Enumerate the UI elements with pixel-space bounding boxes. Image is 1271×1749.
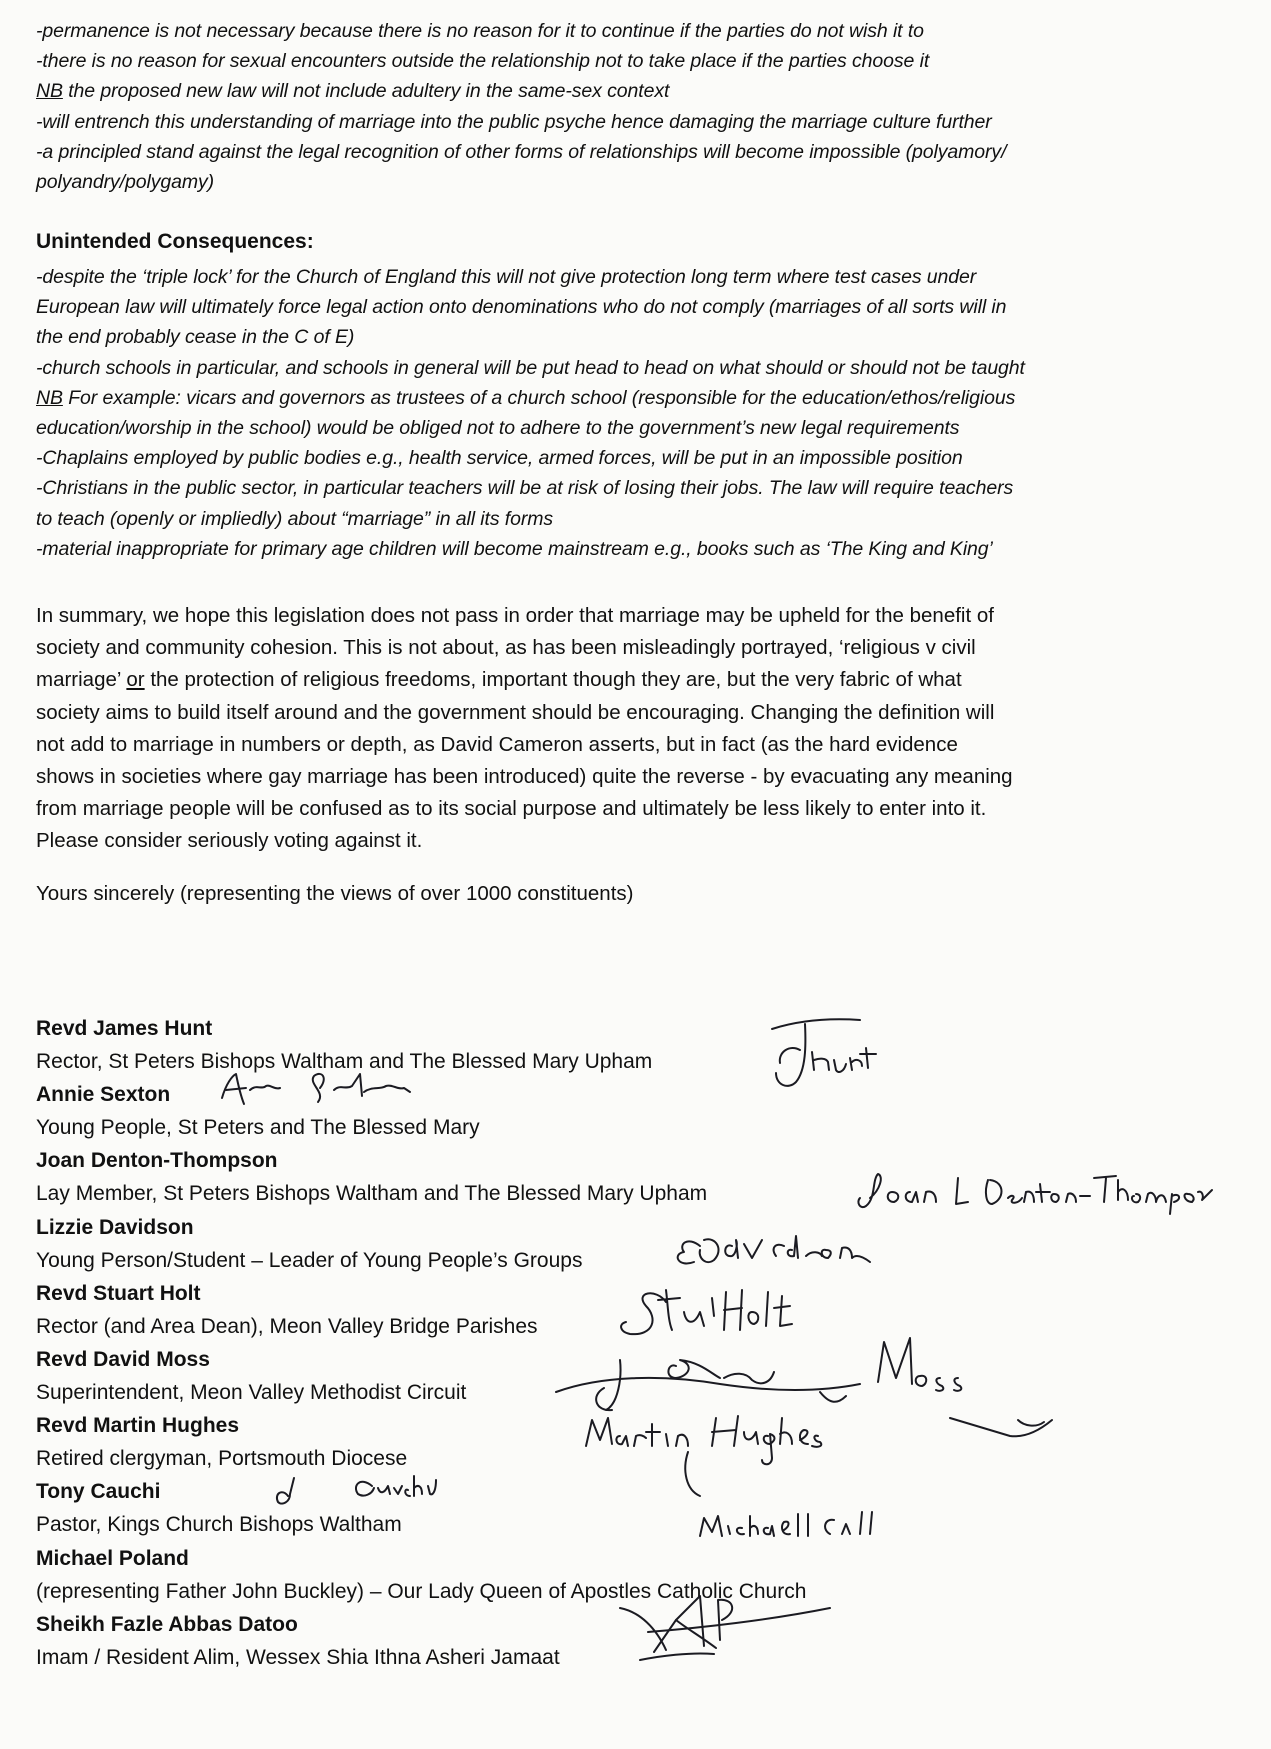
closing-line: Yours sincerely (representing the views of over 1000 constituents) [36, 882, 634, 905]
signatory-role: Rector, St Peters Bishops Waltham and The Blessed Mary Upham [36, 1050, 653, 1074]
intro-line: -a principled stand against the legal recognition of other forms of relationships will become impossible (polyamory/ [36, 140, 1007, 163]
signatory-role: Superintendent, Meon Valley Methodist Circuit [36, 1381, 467, 1405]
signature-denton-thompson [858, 1174, 1212, 1214]
signatory-role: Young Person/Student – Leader of Young People’s Groups [36, 1248, 583, 1272]
signatory-role: Retired clergyman, Portsmouth Diocese [36, 1447, 408, 1471]
consequence-line-nb [36, 383, 1251, 413]
summary-line: shows in societies where gay marriage has been introduced) quite the reverse - by evacuating any meaning [36, 765, 1013, 789]
signatory-name: Revd Stuart Holt [36, 1281, 201, 1305]
signatory-name: Tony Cauchi [36, 1480, 161, 1504]
summary-line: In summary, we hope this legislation does not pass in order that marriage may be upheld for the benefit of [36, 604, 994, 627]
summary-paragraph [36, 600, 1246, 858]
consequence-line: -Christians in the public sector, in particular teachers will be at risk of losing their jobs. The law will require teachers [36, 477, 1014, 500]
intro-line-nb [36, 76, 1251, 106]
summary-line: society aims to build itself around and the government should be encouraging. Changing the definition will [36, 700, 995, 724]
signatory-name: Michael Poland [36, 1546, 189, 1570]
signatory-name: Annie Sexton [36, 1083, 171, 1107]
signatory-role: Young People, St Peters and The Blessed Mary [36, 1116, 480, 1140]
section-heading: Unintended Consequences: [36, 230, 314, 253]
signatory-list [36, 1012, 806, 1674]
intro-list [36, 16, 1251, 197]
summary-line: society and community cohesion. This is not about, as has been misleadingly portrayed, ‘religious v civil [36, 636, 976, 660]
signatory-role: Lay Member, St Peters Bishops Waltham and The Blessed Mary Upham [36, 1182, 708, 1206]
intro-line: polyandry/polygamy) [36, 171, 215, 194]
intro-line: -will entrench this understanding of marriage into the public psyche hence damaging the marriage culture further [36, 110, 992, 133]
consequence-line: -despite the ‘triple lock’ for the Church of England this will not give protection long term where test cases under [36, 266, 977, 288]
signatory-role: Pastor, Kings Church Bishops Waltham [36, 1513, 402, 1537]
consequence-line: European law will ultimately force legal action onto denominations who do not comply (marriages of all sorts will in [36, 296, 1007, 319]
nb-text: For example: vicars and governors as trustees of a church school (responsible for the education/ethos/religious [62, 386, 1016, 409]
signatory-name: Revd David Moss [36, 1347, 210, 1371]
intro-line: -there is no reason for sexual encounters outside the relationship not to take place if the parties choose it [36, 50, 930, 73]
consequence-line: to teach (openly or impliedly) about “marriage” in all its forms [36, 507, 554, 530]
signatory-name: Sheikh Fazle Abbas Datoo [36, 1612, 298, 1636]
summary-line [36, 664, 1246, 696]
summary-text: marriage’ [36, 668, 127, 692]
consequence-line: the end probably cease in the C of E) [36, 326, 355, 349]
signatory-name: Joan Denton-Thompson [36, 1149, 278, 1173]
summary-line: from marriage people will be confused as to its social purpose and ultimately be less likely to enter into it. [36, 797, 987, 821]
consequence-line: -Chaplains employed by public bodies e.g., health service, armed forces, will be put in an impossible position [36, 447, 963, 470]
summary-line: not add to marriage in numbers or depth, as David Cameron asserts, but in fact (as the hard evidence [36, 732, 958, 756]
consequence-line: -material inappropriate for primary age children will become mainstream e.g., books such as ‘The King and King’ [36, 537, 993, 560]
summary-line: Please consider seriously voting against it. [36, 829, 423, 853]
signatory-name: Revd Martin Hughes [36, 1414, 240, 1438]
nb-marker: NB [36, 386, 63, 409]
signatory-name: Revd James Hunt [36, 1017, 213, 1040]
consequence-line: -church schools in particular, and schools in general will be put head to head on what should or should not be taught [36, 356, 1025, 379]
consequences-list [36, 262, 1251, 564]
consequence-line: education/worship in the school) would be obliged not to adhere to the government’s new legal requirements [36, 417, 960, 440]
signatory-role: Rector (and Area Dean), Meon Valley Bridge Parishes [36, 1314, 538, 1338]
intro-line: -permanence is not necessary because there is no reason for it to continue if the parties do not wish it to [36, 20, 924, 42]
nb-text: the proposed new law will not include adultery in the same-sex context [62, 80, 670, 103]
summary-text: the protection of religious freedoms, important though they are, but the very fabric of what [144, 668, 962, 692]
underlined-word: or [126, 668, 145, 692]
nb-marker: NB [36, 80, 63, 103]
signatory-role: Imam / Resident Alim, Wessex Shia Ithna Asheri Jamaat [36, 1645, 560, 1669]
signatory-name: Lizzie Davidson [36, 1215, 194, 1239]
signatory-role: (representing Father John Buckley) – Our Lady Queen of Apostles Catholic Church [36, 1579, 807, 1603]
